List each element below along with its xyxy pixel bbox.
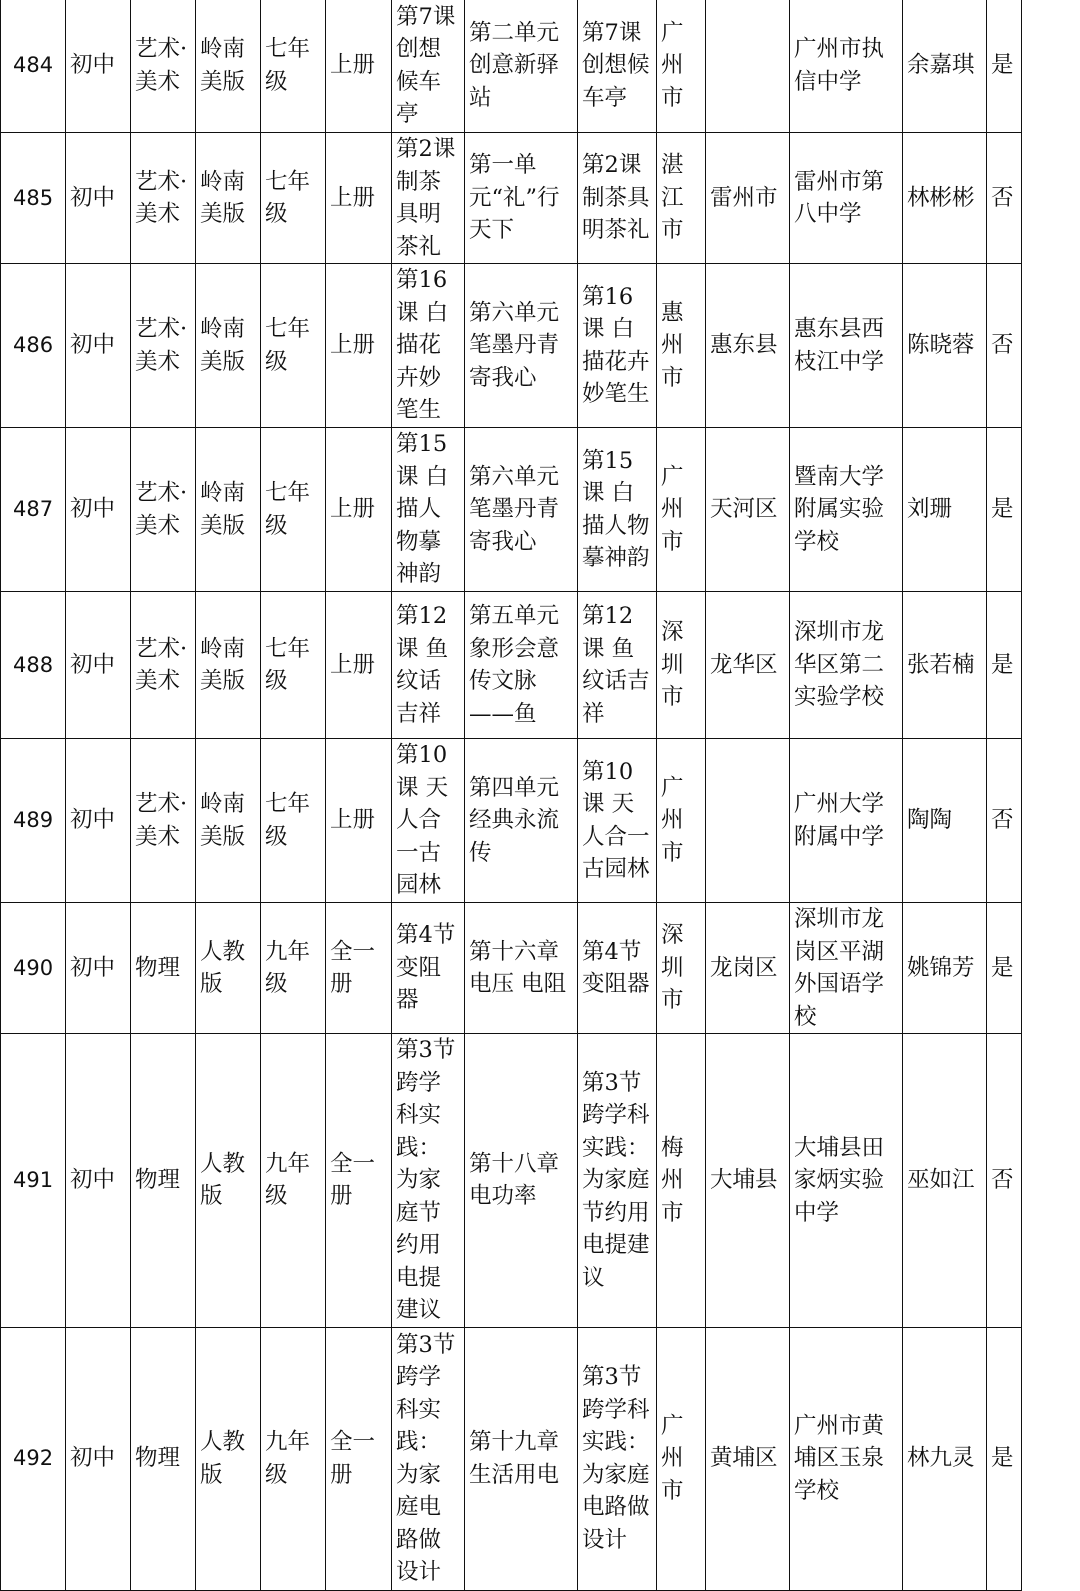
- lesson-repeat-cell: 第10课 天人合一古园林: [578, 739, 657, 903]
- grade-cell: 七年级: [261, 133, 326, 264]
- school-cell: 深圳市龙岗区平湖外国语学校: [790, 903, 903, 1034]
- flag-cell: 是: [987, 903, 1022, 1034]
- lesson-repeat-cell: 第4节变阻器: [578, 903, 657, 1034]
- lesson-cell: 第16课 白描花卉妙笔生: [392, 264, 465, 428]
- subject-cell: 物理: [131, 1327, 196, 1590]
- subject-cell: 艺术·美术: [131, 133, 196, 264]
- teacher-cell: 张若楠: [903, 592, 987, 739]
- stage-cell: 初中: [66, 133, 131, 264]
- volume-cell: 上册: [326, 592, 392, 739]
- lesson-repeat-cell: 第7课创想候车亭: [578, 0, 657, 133]
- teacher-cell: 陶陶: [903, 739, 987, 903]
- subject-cell: 艺术·美术: [131, 739, 196, 903]
- volume-cell: 全一册: [326, 1327, 392, 1590]
- lesson-cell: 第3节跨学科实践：为家庭节约用电提建议: [392, 1034, 465, 1328]
- unit-cell: 第十九章生活用电: [465, 1327, 578, 1590]
- school-cell: 雷州市第八中学: [790, 133, 903, 264]
- volume-cell: 上册: [326, 264, 392, 428]
- table-row: [1, 264, 1022, 428]
- stage-cell: 初中: [66, 1327, 131, 1590]
- lesson-cell: 第2课制茶具明茶礼: [392, 133, 465, 264]
- edition-cell: 岭南美版: [196, 133, 261, 264]
- district-cell: 龙华区: [706, 592, 790, 739]
- unit-cell: 第六单元笔墨丹青寄我心: [465, 264, 578, 428]
- teacher-cell: 巫如江: [903, 1034, 987, 1328]
- flag-cell: 是: [987, 592, 1022, 739]
- city-cell: 梅州市: [657, 1034, 706, 1328]
- edition-cell: 人教版: [196, 1327, 261, 1590]
- volume-cell: 上册: [326, 0, 392, 133]
- flag-cell: 否: [987, 739, 1022, 903]
- stage-cell: 初中: [66, 428, 131, 592]
- flag-cell: 是: [987, 428, 1022, 592]
- city-cell: 湛江市: [657, 133, 706, 264]
- row-id: 485: [1, 133, 66, 264]
- teacher-cell: 陈晓蓉: [903, 264, 987, 428]
- teacher-cell: 林九灵: [903, 1327, 987, 1590]
- unit-cell: 第六单元笔墨丹青寄我心: [465, 428, 578, 592]
- subject-cell: 艺术·美术: [131, 264, 196, 428]
- flag-cell: 否: [987, 264, 1022, 428]
- grade-cell: 七年级: [261, 592, 326, 739]
- table-row: [1, 1034, 1022, 1328]
- volume-cell: 上册: [326, 133, 392, 264]
- row-id: 486: [1, 264, 66, 428]
- row-id: 491: [1, 1034, 66, 1328]
- edition-cell: 岭南美版: [196, 264, 261, 428]
- row-id: 487: [1, 428, 66, 592]
- flag-cell: 否: [987, 133, 1022, 264]
- district-cell: 惠东县: [706, 264, 790, 428]
- unit-cell: 第一单元“礼”行天下: [465, 133, 578, 264]
- edition-cell: 岭南美版: [196, 428, 261, 592]
- subject-cell: 艺术·美术: [131, 592, 196, 739]
- stage-cell: 初中: [66, 739, 131, 903]
- school-cell: 广州市黄埔区玉泉学校: [790, 1327, 903, 1590]
- flag-cell: 否: [987, 1034, 1022, 1328]
- row-id: 489: [1, 739, 66, 903]
- district-cell: 雷州市: [706, 133, 790, 264]
- table-body: [1, 0, 1022, 1590]
- stage-cell: 初中: [66, 903, 131, 1034]
- grade-cell: 九年级: [261, 903, 326, 1034]
- unit-cell: 第二单元创意新驿站: [465, 0, 578, 133]
- stage-cell: 初中: [66, 1034, 131, 1328]
- lesson-repeat-cell: 第3节跨学科实践：为家庭节约用电提建议: [578, 1034, 657, 1328]
- table-row: [1, 0, 1022, 133]
- subject-cell: 艺术·美术: [131, 428, 196, 592]
- lesson-cell: 第15课 白描人物摹神韵: [392, 428, 465, 592]
- city-cell: 广州市: [657, 0, 706, 133]
- unit-cell: 第十八章电功率: [465, 1034, 578, 1328]
- volume-cell: 全一册: [326, 1034, 392, 1328]
- table-row: [1, 592, 1022, 739]
- grade-cell: 九年级: [261, 1327, 326, 1590]
- school-cell: 广州市执信中学: [790, 0, 903, 133]
- school-cell: 深圳市龙华区第二实验学校: [790, 592, 903, 739]
- lesson-cell: 第7课创想候车亭: [392, 0, 465, 133]
- city-cell: 广州市: [657, 1327, 706, 1590]
- school-cell: 广州大学附属中学: [790, 739, 903, 903]
- volume-cell: 上册: [326, 739, 392, 903]
- city-cell: 惠州市: [657, 264, 706, 428]
- unit-cell: 第四单元经典永流传: [465, 739, 578, 903]
- lesson-cell: 第4节变阻器: [392, 903, 465, 1034]
- school-cell: 大埔县田家炳实验中学: [790, 1034, 903, 1328]
- teacher-cell: 姚锦芳: [903, 903, 987, 1034]
- grade-cell: 七年级: [261, 264, 326, 428]
- flag-cell: 是: [987, 1327, 1022, 1590]
- edition-cell: 岭南美版: [196, 739, 261, 903]
- edition-cell: 岭南美版: [196, 592, 261, 739]
- lesson-repeat-cell: 第3节跨学科实践：为家庭电路做设计: [578, 1327, 657, 1590]
- lesson-cell: 第10课 天人合一古园林: [392, 739, 465, 903]
- edition-cell: 岭南美版: [196, 0, 261, 133]
- table-row: [1, 428, 1022, 592]
- lesson-cell: 第12课 鱼纹话吉祥: [392, 592, 465, 739]
- table-row: [1, 1327, 1022, 1590]
- city-cell: 深圳市: [657, 592, 706, 739]
- school-cell: 暨南大学附属实验学校: [790, 428, 903, 592]
- stage-cell: 初中: [66, 264, 131, 428]
- district-cell: 天河区: [706, 428, 790, 592]
- edition-cell: 人教版: [196, 1034, 261, 1328]
- flag-cell: 是: [987, 0, 1022, 133]
- district-cell: 大埔县: [706, 1034, 790, 1328]
- city-cell: 深圳市: [657, 903, 706, 1034]
- lesson-repeat-cell: 第12课 鱼纹话吉祥: [578, 592, 657, 739]
- stage-cell: 初中: [66, 592, 131, 739]
- subject-cell: 艺术·美术: [131, 0, 196, 133]
- school-cell: 惠东县西枝江中学: [790, 264, 903, 428]
- lesson-cell: 第3节跨学科实践：为家庭电路做设计: [392, 1327, 465, 1590]
- unit-cell: 第五单元象形会意传文脉——鱼: [465, 592, 578, 739]
- row-id: 484: [1, 0, 66, 133]
- grade-cell: 九年级: [261, 1034, 326, 1328]
- subject-cell: 物理: [131, 1034, 196, 1328]
- city-cell: 广州市: [657, 739, 706, 903]
- district-cell: [706, 0, 790, 133]
- table-row: [1, 133, 1022, 264]
- teacher-cell: 林彬彬: [903, 133, 987, 264]
- city-cell: 广州市: [657, 428, 706, 592]
- grade-cell: 七年级: [261, 428, 326, 592]
- subject-cell: 物理: [131, 903, 196, 1034]
- table-row: [1, 739, 1022, 903]
- volume-cell: 全一册: [326, 903, 392, 1034]
- district-cell: 黄埔区: [706, 1327, 790, 1590]
- row-id: 488: [1, 592, 66, 739]
- lesson-repeat-cell: 第15课 白描人物摹神韵: [578, 428, 657, 592]
- grade-cell: 七年级: [261, 0, 326, 133]
- district-cell: 龙岗区: [706, 903, 790, 1034]
- volume-cell: 上册: [326, 428, 392, 592]
- lesson-repeat-cell: 第16课 白描花卉妙笔生: [578, 264, 657, 428]
- edition-cell: 人教版: [196, 903, 261, 1034]
- row-id: 490: [1, 903, 66, 1034]
- unit-cell: 第十六章电压 电阻: [465, 903, 578, 1034]
- district-cell: [706, 739, 790, 903]
- stage-cell: 初中: [66, 0, 131, 133]
- teacher-cell: 余嘉琪: [903, 0, 987, 133]
- lesson-repeat-cell: 第2课制茶具明茶礼: [578, 133, 657, 264]
- row-id: 492: [1, 1327, 66, 1590]
- grade-cell: 七年级: [261, 739, 326, 903]
- teacher-cell: 刘珊: [903, 428, 987, 592]
- table-row: [1, 903, 1022, 1034]
